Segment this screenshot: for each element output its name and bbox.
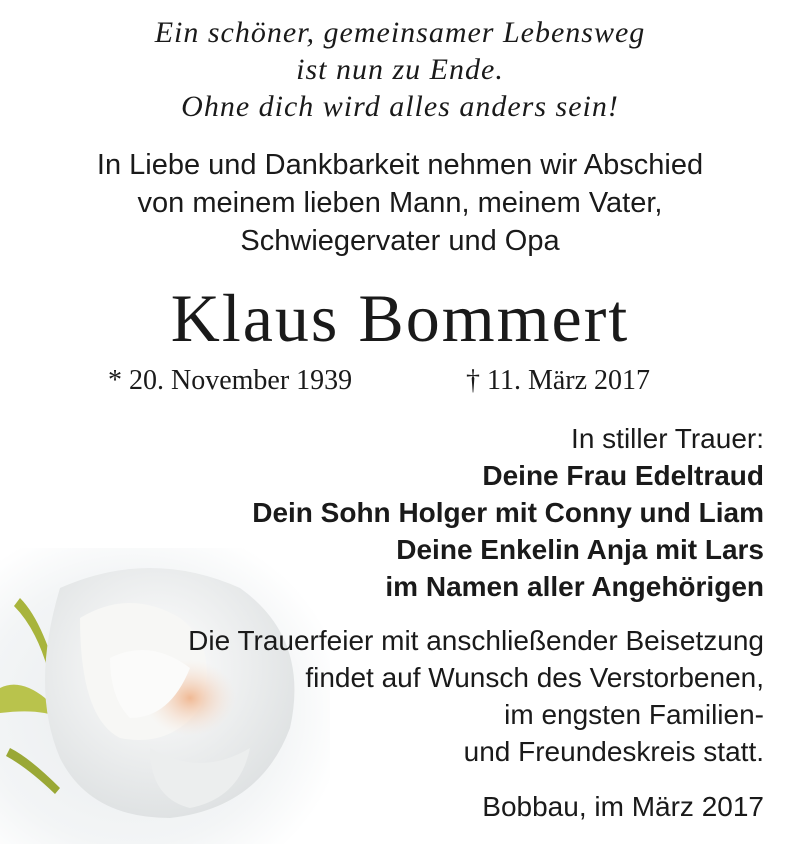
mourners-list <box>144 420 764 605</box>
funeral-line: findet auf Wunsch des Verstorbenen, <box>305 662 764 693</box>
poem-line: ist nun zu Ende. <box>296 53 504 86</box>
mourner-line: im Namen aller Angehörigen <box>385 571 764 602</box>
funeral-line: Die Trauerfeier mit anschließender Beisetzung <box>188 625 764 656</box>
mourners-heading: In stiller Trauer: <box>571 423 764 454</box>
intro-line: Schwiegervater und Opa <box>240 225 560 257</box>
birth-date: * 20. November 1939 <box>108 365 353 396</box>
funeral-line: im engsten Familien- <box>504 699 764 730</box>
intro-line: von meinem lieben Mann, meinem Vater, <box>137 187 663 219</box>
poem-verse <box>0 14 800 125</box>
mourner-line: Deine Frau Edeltraud <box>482 460 764 491</box>
funeral-notice <box>144 622 764 770</box>
mourner-line: Deine Enkelin Anja mit Lars <box>396 534 764 565</box>
mourner-line: Dein Sohn Holger mit Conny und Liam <box>252 497 764 528</box>
deceased-name: Klaus Bommert <box>170 280 630 356</box>
place-and-date: Bobbau, im März 2017 <box>482 791 764 822</box>
intro-line: In Liebe und Dankbarkeit nehmen wir Abschied <box>96 149 704 181</box>
poem-line: Ein schöner, gemeinsamer Lebensweg <box>154 16 646 49</box>
poem-line: Ohne dich wird alles anders sein! <box>181 90 619 123</box>
death-date: † 11. März 2017 <box>466 365 651 396</box>
life-dates <box>0 364 800 398</box>
funeral-line: und Freundeskreis statt. <box>463 736 764 767</box>
farewell-intro <box>0 146 800 260</box>
